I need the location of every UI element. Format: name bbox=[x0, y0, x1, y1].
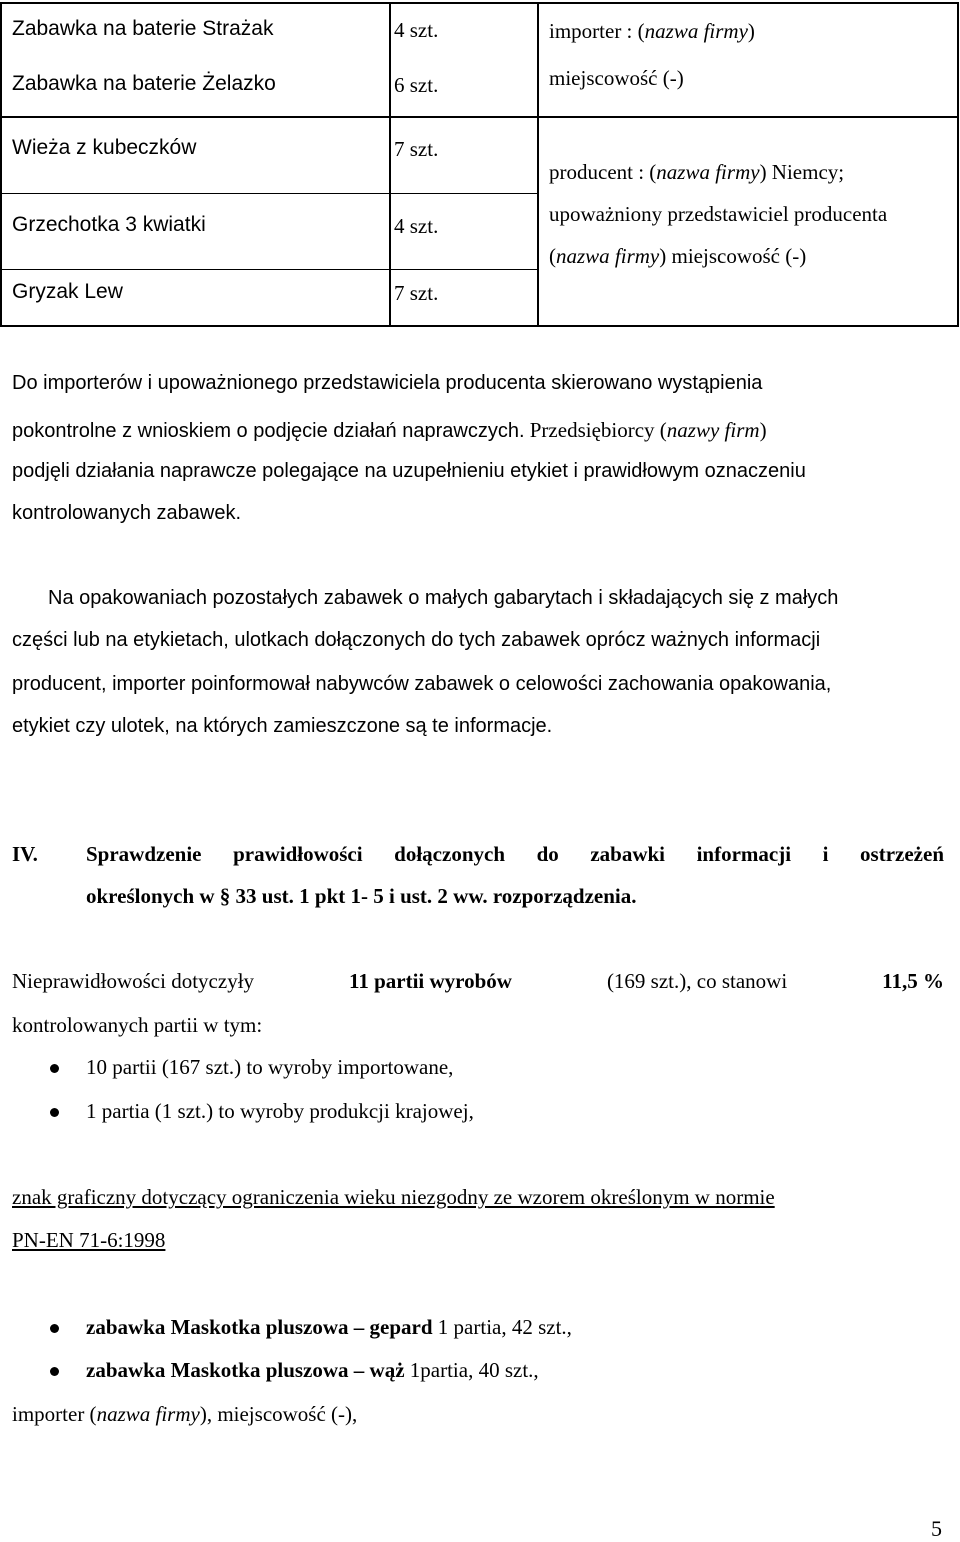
representative-cell: upoważniony przedstawiciel producenta bbox=[549, 202, 888, 226]
underlined-heading: znak graficzny dotyczący ograniczenia wieku niezgodny ze wzorem określonym w normie bbox=[12, 1185, 775, 1209]
table-col-divider bbox=[537, 4, 539, 325]
bullet-icon bbox=[50, 1064, 59, 1073]
summary-line: kontrolowanych partii w tym: bbox=[12, 1013, 263, 1037]
paragraph-line: podjęli działania naprawcze polegające na uzupełnieniu etykiet i prawidłowym oznaczeniu bbox=[12, 460, 806, 482]
paragraph-line: pokontrolne z wnioskiem o podjęcie działań naprawczych. Przedsiębiorcy (nazwy firm) bbox=[12, 418, 767, 442]
summary-line: Nieprawidłowości dotyczyły 11 partii wyrobów (169 szt.), co stanowi 11,5 % bbox=[12, 969, 944, 993]
table-row-name: Grzechotka 3 kwiatki bbox=[12, 213, 206, 236]
paragraph-line: etykiet czy ulotek, na których zamieszczone są te informacje. bbox=[12, 715, 553, 737]
table-row-name: Wieża z kubeczków bbox=[12, 136, 197, 159]
list-item: 10 partii (167 szt.) to wyroby importowane, bbox=[86, 1055, 454, 1079]
paragraph-line: części lub na etykietach, ulotkach dołączonych do tych zabawek oprócz ważnych informacji bbox=[12, 629, 821, 651]
importer-cell: importer : (nazwa firmy) bbox=[549, 19, 755, 43]
paragraph-line: producent, importer poinformował nabywców zabawek o celowości zachowania opakowania, bbox=[12, 673, 832, 695]
table-row-name: Zabawka na baterie Żelazko bbox=[12, 72, 276, 95]
table-row-divider bbox=[2, 116, 957, 118]
table-row-qty: 7 szt. bbox=[394, 137, 439, 161]
list-item: zabawka Maskotka pluszowa – gepard 1 partia, 42 szt., bbox=[86, 1315, 572, 1339]
table-row-qty: 4 szt. bbox=[394, 18, 439, 42]
table-row-divider bbox=[2, 269, 539, 270]
list-item: zabawka Maskotka pluszowa – wąż 1partia, 40 szt., bbox=[86, 1358, 539, 1382]
representative-place: (nazwa firmy) miejscowość (-) bbox=[549, 244, 807, 268]
paragraph-line: kontrolowanych zabawek. bbox=[12, 502, 242, 524]
section-title: Sprawdzenie prawidłowości dołączonych do zabawki informacji i ostrzeżeń bbox=[86, 842, 944, 866]
bullet-icon bbox=[50, 1367, 59, 1376]
list-item: 1 partia (1 szt.) to wyroby produkcji krajowej, bbox=[86, 1099, 474, 1123]
producer-cell: producent : (nazwa firmy) Niemcy; bbox=[549, 160, 845, 184]
table-row-qty: 7 szt. bbox=[394, 281, 439, 305]
page-number: 5 bbox=[931, 1516, 942, 1541]
underlined-heading: PN-EN 71-6:1998 bbox=[12, 1228, 166, 1252]
table-row-name: Zabawka na baterie Strażak bbox=[12, 17, 274, 40]
table-row-qty: 6 szt. bbox=[394, 73, 439, 97]
table-row-divider bbox=[2, 193, 539, 194]
section-title: określonych w § 33 ust. 1 pkt 1- 5 i ust. 2 ww. rozporządzenia. bbox=[86, 884, 637, 908]
importer-line: importer (nazwa firmy), miejscowość (-), bbox=[12, 1402, 358, 1426]
bullet-icon bbox=[50, 1108, 59, 1117]
paragraph-line: Do importerów i upoważnionego przedstawiciela producenta skierowano wystąpienia bbox=[12, 372, 763, 394]
table-row-qty: 4 szt. bbox=[394, 214, 439, 238]
table-row-name: Gryzak Lew bbox=[12, 280, 123, 303]
importer-place: miejscowość (-) bbox=[549, 66, 684, 90]
bullet-icon bbox=[50, 1324, 59, 1333]
table-col-divider bbox=[389, 4, 391, 325]
section-number: IV. bbox=[12, 842, 38, 866]
paragraph-line: Na opakowaniach pozostałych zabawek o małych gabarytach i składających się z małych bbox=[48, 587, 839, 609]
